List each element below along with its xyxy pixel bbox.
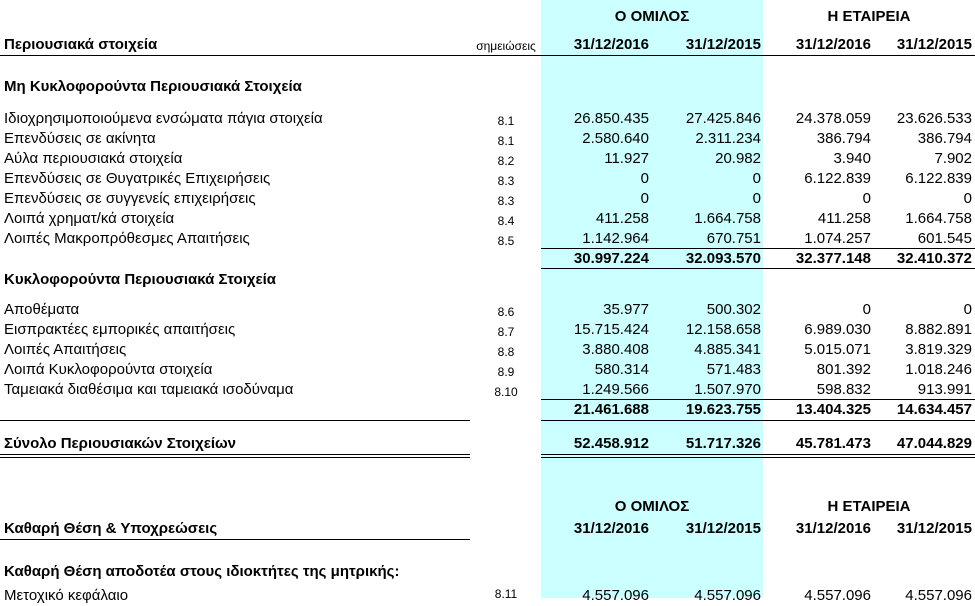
row-value: 12.158.658 <box>685 321 761 338</box>
row-value: 3.940 <box>833 150 871 167</box>
row-value: 670.751 <box>706 230 761 247</box>
row-value: 23.626.533 <box>896 110 972 127</box>
row-note: 8.6 <box>497 305 515 319</box>
grand-total-rule-right <box>541 420 975 421</box>
row-value: 1.074.257 <box>804 230 871 247</box>
grand-total-company-2015: 47.044.829 <box>896 435 972 452</box>
row-value: 2.311.234 <box>695 130 761 147</box>
row-value: 35.977 <box>603 301 649 318</box>
row-note: 8.7 <box>497 325 515 339</box>
row-value: 6.122.839 <box>905 170 972 187</box>
row-value: 5.015.071 <box>804 341 871 358</box>
noncurrent-total-company-2016: 32.377.148 <box>795 250 871 267</box>
row-value: 571.483 <box>706 361 761 378</box>
row-label: Επενδύσεις σε ακίνητα <box>4 130 156 147</box>
row-label: Αποθέματα <box>4 301 80 318</box>
row-note: 8.3 <box>497 174 515 188</box>
row-value: 801.392 <box>816 361 871 378</box>
row-value: 0 <box>963 301 972 318</box>
row-label: Εισπρακτέες εμπορικές απαιτήσεις <box>4 321 236 338</box>
notes-header: σημειώσεις <box>476 39 536 53</box>
assets-title: Περιουσιακά στοιχεία <box>4 36 158 53</box>
row-value: 0 <box>862 190 871 207</box>
grand-total-double-rule-right-1 <box>541 454 975 455</box>
row-value: 598.832 <box>816 381 871 398</box>
row-value: 386.794 <box>917 130 972 147</box>
noncurrent-total-group-2016: 30.997.224 <box>573 250 649 267</box>
row-value: 7.902 <box>934 150 972 167</box>
col-date-group-2015: 31/12/2015 <box>685 36 761 53</box>
current-title: Κυκλοφορούντα Περιουσιακά Στοιχεία <box>4 271 277 288</box>
col-date-company-2016: 31/12/2016 <box>795 36 871 53</box>
row-value: 411.258 <box>817 210 871 227</box>
row-note: 8.9 <box>497 365 515 379</box>
row-value: 1.507.970 <box>694 381 761 398</box>
group-header: Ο ΟΜΙΛΟΣ <box>614 8 690 25</box>
row-label: Ιδιοχρησιμοποιούμενα ενσώματα πάγια στοιχεία <box>4 110 323 127</box>
row-value: 15.715.424 <box>573 321 649 338</box>
noncurrent-total-group-2015: 32.093.570 <box>685 250 761 267</box>
grand-total-company-2016: 45.781.473 <box>795 435 871 452</box>
col-date-company-2016-2: 31/12/2016 <box>795 520 871 537</box>
row-value: 1.664.758 <box>905 210 972 227</box>
row-value: 1.664.758 <box>694 210 761 227</box>
row-value: 4.885.341 <box>694 341 761 358</box>
grand-total-group-2015: 51.717.326 <box>685 435 761 452</box>
current-total-company-2015: 14.634.457 <box>896 401 972 418</box>
row-value: 1.249.566 <box>582 381 649 398</box>
col-date-group-2016-2: 31/12/2016 <box>573 520 649 537</box>
row-value: 6.989.030 <box>804 321 871 338</box>
grand-total-double-rule-left-2 <box>0 457 470 458</box>
row-value-company-2016: 4.557.096 <box>804 587 871 604</box>
row-note: 8.5 <box>497 234 515 248</box>
row-note: 8.1 <box>497 134 515 148</box>
row-value: 6.122.839 <box>804 170 871 187</box>
row-value-group-2015: 4.557.096 <box>694 587 761 604</box>
row-value: 11.927 <box>604 150 649 167</box>
row-value: 500.302 <box>706 301 761 318</box>
company-header: Η ΕΤΑΙΡΕΙΑ <box>827 8 911 25</box>
row-value: 1.142.964 <box>582 230 649 247</box>
row-value: 26.850.435 <box>573 110 649 127</box>
current-total-group-2016: 21.461.688 <box>573 401 649 418</box>
row-value: 0 <box>640 170 649 187</box>
row-value-group-2016: 4.557.096 <box>582 587 649 604</box>
row-value: 27.425.846 <box>685 110 761 127</box>
row-note: 8.4 <box>497 214 515 228</box>
row-label: Ταμειακά διαθέσιμα και ταμειακά ισοδύναμα <box>4 381 294 398</box>
row-label: Λοιπά χρηματ/κά στοιχεία <box>4 210 175 227</box>
row-value: 3.880.408 <box>582 341 649 358</box>
noncurrent-total-company-2015: 32.410.372 <box>896 250 972 267</box>
row-label: Αύλα περιουσιακά στοιχεία <box>4 150 183 167</box>
row-value: 913.991 <box>917 381 972 398</box>
row-value: 1.018.246 <box>905 361 972 378</box>
noncurrent-total-rule <box>541 268 975 269</box>
col-date-group-2016: 31/12/2016 <box>573 36 649 53</box>
row-value-company-2015: 4.557.096 <box>905 587 972 604</box>
row-label: Επενδύσεις σε συγγενείς επιχειρήσεις <box>4 190 256 207</box>
row-value: 0 <box>752 170 761 187</box>
row-label: Λοιπές Μακροπρόθεσμες Απαιτήσεις <box>4 230 250 247</box>
grand-total-double-rule-right-2 <box>541 457 975 458</box>
row-value: 580.314 <box>594 361 649 378</box>
row-label: Λοιπές Απαιτήσεις <box>4 341 127 358</box>
company-header-2: Η ΕΤΑΙΡΕΙΑ <box>827 498 911 515</box>
grand-total-rule-left <box>0 420 470 421</box>
row-value: 3.819.329 <box>905 341 972 358</box>
row-note: 8.2 <box>497 154 515 168</box>
row-note: 8.1 <box>497 114 515 128</box>
row-value: 8.882.891 <box>905 321 972 338</box>
row-value: 24.378.059 <box>795 110 871 127</box>
row-value: 0 <box>862 301 871 318</box>
row-note: 8.10 <box>494 385 518 399</box>
row-value: 601.545 <box>917 230 972 247</box>
row-value: 0 <box>963 190 972 207</box>
row-note: 8.3 <box>497 194 515 208</box>
grand-total-group-2016: 52.458.912 <box>573 435 649 452</box>
header-rule-2 <box>0 539 470 540</box>
row-value: 20.982 <box>715 150 761 167</box>
row-note: 8.8 <box>497 345 515 359</box>
row-value: 0 <box>640 190 649 207</box>
col-date-company-2015-2: 31/12/2015 <box>896 520 972 537</box>
current-total-group-2015: 19.623.755 <box>685 401 761 418</box>
row-label: Λοιπά Κυκλοφορούντα στοιχεία <box>4 361 213 378</box>
current-total-company-2016: 13.404.325 <box>795 401 871 418</box>
row-label: Μετοχικό κεφάλαιο <box>4 587 129 604</box>
equity-title: Καθαρή Θέση αποδοτέα στους ιδιοκτήτες της μητρικής: <box>4 563 400 580</box>
col-date-company-2015: 31/12/2015 <box>896 36 972 53</box>
col-date-group-2015-2: 31/12/2015 <box>685 520 761 537</box>
row-value: 2.580.640 <box>582 130 649 147</box>
row-value: 386.794 <box>816 130 871 147</box>
grand-total-double-rule-left-1 <box>0 454 470 455</box>
row-value: 0 <box>752 190 761 207</box>
row-value: 411.258 <box>595 210 649 227</box>
equity-liabilities-title: Καθαρή Θέση & Υποχρεώσεις <box>4 520 218 537</box>
header-rule <box>0 55 975 56</box>
row-label: Επενδύσεις σε Θυγατρικές Επιχειρήσεις <box>4 170 271 187</box>
grand-total-label: Σύνολο Περιουσιακών Στοιχείων <box>4 435 237 452</box>
row-note: 8.11 <box>494 587 518 601</box>
noncurrent-title: Μη Κυκλοφορούντα Περιουσιακά Στοιχεία <box>4 78 302 95</box>
group-header-2: Ο ΟΜΙΛΟΣ <box>614 498 690 515</box>
